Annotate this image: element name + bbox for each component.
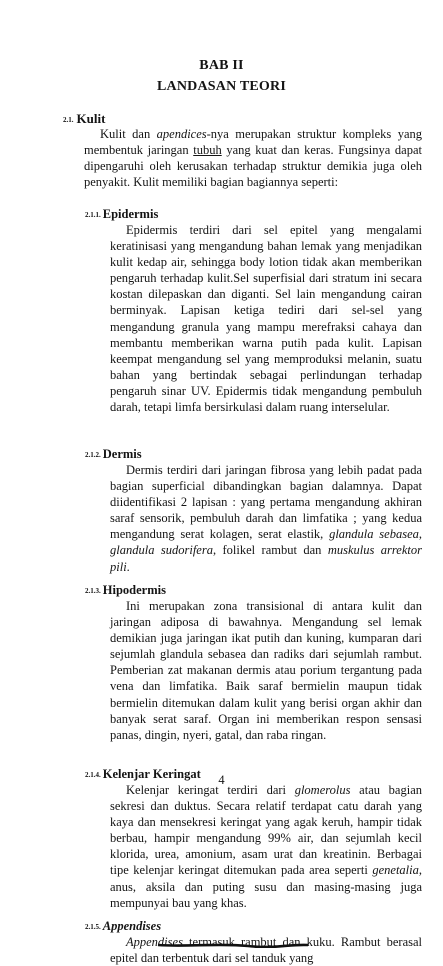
italic-term: glomerolus — [294, 783, 351, 797]
paragraph-kelenjar-keringat — [110, 782, 422, 911]
italic-term: muskulus arrektor pili — [110, 543, 422, 574]
subsection-number: 2.1.1. — [85, 211, 101, 219]
subsection-title: Appendises — [102, 919, 162, 933]
underlined-term: tubuh — [193, 143, 222, 158]
text-run: , — [418, 527, 422, 542]
italic-term: glandula sudorifera — [110, 543, 213, 558]
text-run: , folikel rambut dan — [212, 543, 328, 558]
text-run: Dermis terdiri dari jaringan fibrosa yang lebih padat pada bagian superficial dibandingkan bagian dalamnya. Dapat diidentifikasi 2 lapisan : yang pertama mengandung akhiran saraf sensorik, pembuluh darah dan limfatika ; yang kedua mengandung serat kolagen, serat elastik, — [110, 463, 422, 542]
handwritten-underline-mark — [158, 942, 308, 948]
paragraph-hipodermis — [110, 598, 422, 743]
text-run: Kulit dan — [100, 127, 157, 141]
italic-term: Appendises — [126, 935, 183, 949]
subsection-number: 2.1.2. — [85, 451, 101, 459]
subsection-number: 2.1.4. — [85, 771, 101, 779]
subsection-title: Epidermis — [102, 207, 159, 221]
page-number: 4 — [218, 773, 225, 787]
chapter-title: LANDASAN TEORI — [157, 79, 286, 94]
italic-term: glandula sebasea — [329, 527, 419, 542]
section-title: Kulit — [76, 111, 106, 126]
subsection-number: 2.1.3. — [85, 587, 101, 595]
paragraph-appendises — [110, 934, 422, 966]
text-run: -nya merupakan struktur kompleks yang membentuk jaringan — [84, 127, 422, 158]
text-run: , anus, aksila dan puting susu dan masing-masing juga mempunyai bau yang khas. — [110, 863, 422, 910]
subsection-title: Hipodermis — [102, 583, 166, 597]
subsection-heading-epidermis — [85, 206, 158, 223]
paragraph-kulit — [84, 126, 422, 190]
text-run: yang kuat dan keras. Fungsinya dapat dipengaruhi oleh kerusakan terhadap struktur demikia juga oleh penyakit. Kulit memiliki bagian bagiannya seperti: — [84, 143, 422, 190]
subsection-title: Dermis — [102, 447, 142, 461]
paragraph-dermis — [110, 462, 422, 575]
subsection-heading-appendises — [85, 918, 161, 935]
text-run: Ini merupakan zona transisional di antara kulit dan jaringan adiposa di bawahnya. Mengandung sel lemak demikian juga jaringan ikat putih dan kuning, kumparan dari sejumlah glandula sebasea dan radiks dari sejumlah rambut. Pemberian zat makanan dermis atau porium tergantung pada vena dan limfatika. Baik saraf bermielin maupun tidak bermielin ditemukan dalam kulit yang berisi organ akhir dan banyak serat saraf. Organ ini memberikan respon sensasi panas, dingin, nyeri, gatal, dan raba ringan. — [110, 599, 422, 742]
text-run: . — [126, 559, 130, 574]
text-run: Kelenjar keringat terdiri dari — [126, 783, 295, 797]
subsection-number: 2.1.5. — [85, 923, 101, 931]
subsection-heading-dermis — [85, 446, 142, 463]
paragraph-epidermis — [110, 222, 422, 415]
chapter-number: BAB II — [199, 58, 244, 73]
text-run: termasuk rambut dan kuku. Rambut berasal epitel dan terbentuk dari sel tanduk yang — [110, 935, 422, 966]
italic-term: apendices — [156, 127, 207, 141]
subsection-heading-hipodermis — [85, 582, 166, 599]
text-run: atau bagian sekresi dan duktus. Secara relatif terdapat catu darah yang kaya dan mensekresi keringat yang agak keruh, hampir tidak berbau, hampir mengandung 99% air, dan sejumlah kecil klorida, urea, amonium, asam urat dan kreatinin. Berbagai tipe kelenjar keringat ditemukan pada area seperti — [110, 783, 423, 878]
section-number: 2.1. — [63, 116, 74, 124]
italic-term: genetalia — [372, 863, 419, 878]
text-run: Epidermis terdiri dari sel epitel yang mengalami keratinisasi yang mengandung bahan lemak yang menjadikan kulit kedap air, sehingga body lotion tidak akan memberikan pengaruh terhadap kulit.Sel superfisial dari stratum ini secara kostan dilepaskan dan diganti. Sel lain mengandung cairan berminyak. Lapisan ketiga tediri dari sel-sel yang mengandung granula yang mampu merefraksi cahaya dan membantu memberikan warna putih pada kulit. Lapisan keempat mengandung sel yang memproduksi melanin, suatu bahan yang bertindak sebagai perlindungan terhadap pengaruh sinar UV. Epidermis tidak mengandung pembuluh darah, tetapi limfa bersirkulasi dalam ruang interselular. — [110, 223, 422, 415]
subsection-title: Kelenjar Keringat — [102, 767, 201, 781]
